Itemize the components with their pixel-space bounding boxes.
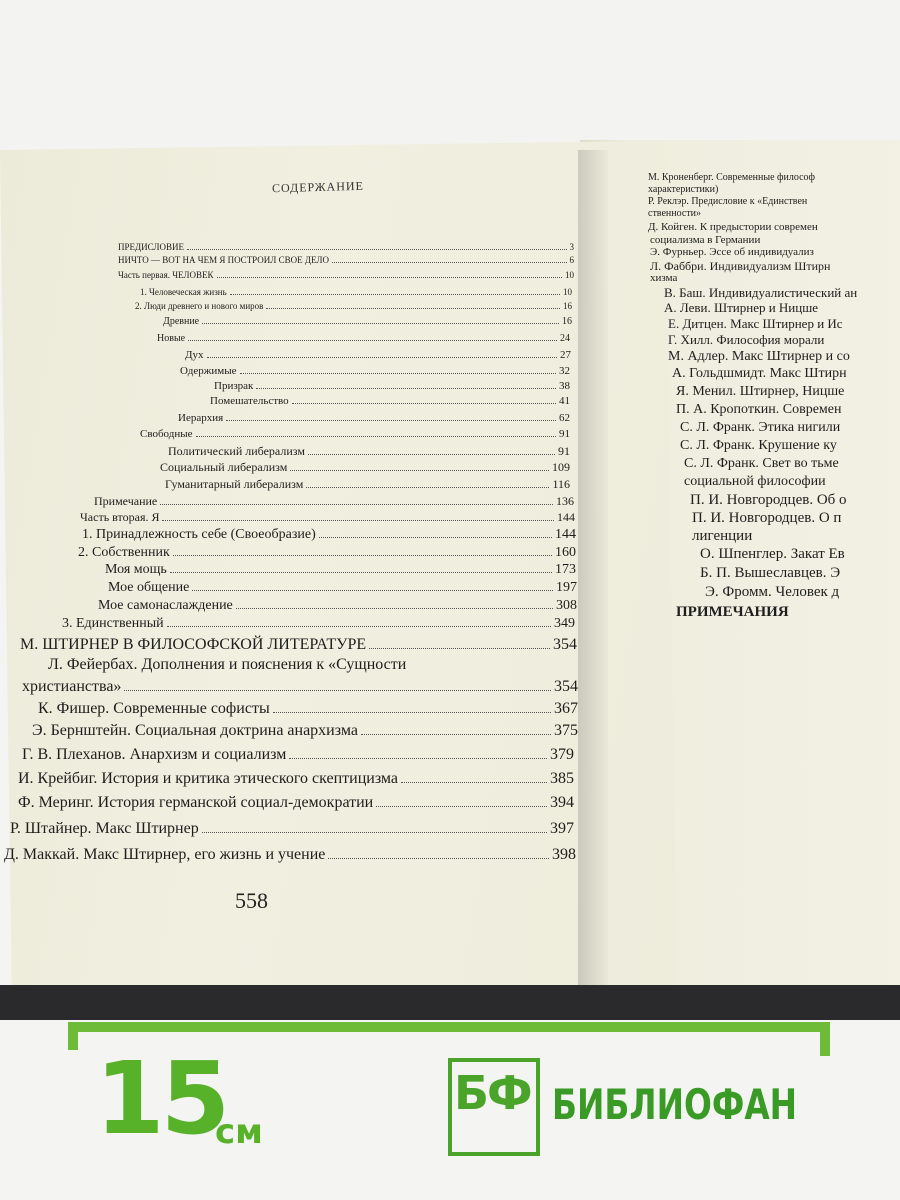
- right-page-line: Л. Фаббри. Индивидуализм Штирн: [650, 259, 831, 273]
- toc-leader-dots: [196, 436, 557, 437]
- toc-entry: [38, 700, 578, 718]
- toc-entry-page: 62: [559, 412, 570, 424]
- toc-entry: [118, 242, 574, 254]
- toc-entry-page: 197: [556, 580, 577, 595]
- toc-entry-title: 2. Собственник: [78, 545, 170, 560]
- toc-entry-title: Мое самонаслаждение: [98, 598, 233, 613]
- toc-entry: [20, 636, 577, 654]
- toc-entry-page: 6: [569, 255, 574, 265]
- toc-entry-title: Одержимые: [180, 365, 237, 377]
- page-number: 558: [235, 888, 268, 913]
- toc-entry-page: 41: [559, 395, 570, 407]
- toc-entry-page: 32: [559, 365, 570, 377]
- toc-entry: [140, 428, 570, 441]
- toc-leader-dots: [376, 806, 547, 807]
- right-page-line: Д. Койген. К предыстории современ: [648, 221, 818, 233]
- right-page-line: социальной философии: [684, 474, 826, 489]
- toc-entry: [180, 365, 570, 378]
- right-page-line: А. Гольдшмидт. Макс Штирн: [672, 366, 847, 381]
- toc-entry-page: 308: [556, 598, 577, 613]
- right-page-line: П. А. Кропоткин. Современ: [676, 402, 842, 417]
- toc-entry-page: 379: [550, 746, 574, 763]
- toc-entry-page: 27: [560, 349, 571, 361]
- toc-entry: [140, 287, 572, 299]
- toc-leader-dots: [207, 357, 557, 358]
- toc-entry: [18, 770, 574, 788]
- toc-heading: СОДЕРЖАНИЕ: [271, 178, 365, 196]
- toc-entry-title: Р. Штайнер. Макс Штирнер: [10, 820, 199, 837]
- toc-entry-page: 394: [550, 794, 574, 811]
- logo-mark: БФ: [454, 1066, 531, 1120]
- toc-entry: [108, 580, 577, 596]
- toc-entry-page: 144: [555, 527, 576, 542]
- toc-entry-title: Древние: [163, 316, 200, 327]
- toc-leader-dots: [188, 340, 557, 341]
- toc-leader-dots: [256, 388, 556, 389]
- ruler-line: [68, 1022, 830, 1032]
- toc-entry-title: Д. Маккай. Макс Штирнер, его жизнь и учение: [4, 846, 326, 863]
- toc-leader-dots: [230, 294, 560, 295]
- toc-entry: [22, 678, 578, 696]
- toc-entry-title: Примечание: [94, 494, 158, 508]
- toc-entry-page: 24: [560, 333, 570, 344]
- toc-entry-page: 144: [557, 510, 575, 524]
- toc-entry-title: Политический либерализм: [168, 444, 305, 458]
- right-page-line: хизма: [650, 272, 678, 284]
- toc-leader-dots: [192, 590, 553, 591]
- toc-entry-page: 116: [552, 477, 570, 491]
- toc-entry-title: 1. Человеческая жизнь: [140, 287, 227, 297]
- toc-leader-dots: [290, 470, 549, 471]
- toc-entry-title: Новые: [157, 333, 186, 344]
- toc-entry-title: Мое общение: [108, 580, 190, 595]
- book-gutter: [578, 150, 608, 1010]
- toc-entry: [32, 722, 578, 740]
- toc-entry-page: 349: [554, 616, 575, 631]
- right-page-line: П. И. Новгородцев. О п: [692, 510, 842, 526]
- right-page-line: социализма в Германии: [650, 234, 761, 246]
- toc-entry: [165, 477, 570, 492]
- toc-leader-dots: [170, 572, 552, 573]
- toc-entry-title: ПРЕДИСЛОВИЕ: [118, 242, 185, 252]
- toc-entry: [18, 794, 574, 812]
- toc-leader-dots: [187, 249, 566, 250]
- toc-entry-page: 367: [554, 700, 578, 717]
- toc-entry-title: Э. Бернштейн. Социальная доктрина анархизма: [32, 722, 358, 739]
- toc-entry: [48, 656, 406, 674]
- ruler-unit: см: [215, 1112, 263, 1152]
- toc-entry-page: 375: [554, 722, 578, 739]
- toc-entry: [163, 316, 572, 328]
- right-page-line: ПРИМЕЧАНИЯ: [676, 604, 789, 620]
- right-page-line: А. Леви. Штирнер и Ницше: [664, 300, 819, 315]
- right-page-line: Р. Реклэр. Предисловие к «Единствен: [648, 196, 808, 207]
- toc-entry-page: 398: [552, 846, 576, 863]
- book-cover-edge: [0, 985, 900, 1020]
- toc-entry-title: Призрак: [214, 380, 254, 392]
- toc-entry-title: НИЧТО — ВОТ НА ЧЕМ Я ПОСТРОИЛ СВОЕ ДЕЛО: [118, 255, 330, 265]
- toc-leader-dots: [289, 758, 547, 759]
- toc-entry: [210, 395, 570, 408]
- toc-leader-dots: [273, 712, 551, 713]
- toc-leader-dots: [306, 487, 549, 488]
- toc-entry-page: 16: [563, 301, 572, 311]
- toc-entry-page: 3: [569, 242, 574, 252]
- toc-entry-title: Иерархия: [178, 412, 224, 424]
- toc-entry-page: 173: [555, 562, 576, 577]
- toc-entry-page: 38: [559, 380, 570, 392]
- toc-entry: [62, 616, 575, 632]
- toc-entry: [105, 562, 576, 578]
- toc-entry: [82, 527, 576, 543]
- toc-entry-page: 10: [565, 270, 574, 280]
- right-page-line: характеристики): [648, 184, 719, 195]
- toc-leader-dots: [308, 454, 555, 455]
- toc-leader-dots: [266, 308, 560, 309]
- toc-leader-dots: [202, 832, 547, 833]
- logo-name: БИБЛИОФАН: [552, 1080, 798, 1129]
- toc-leader-dots: [236, 608, 553, 609]
- toc-leader-dots: [202, 323, 559, 324]
- toc-entry-title: Помешательство: [210, 395, 289, 407]
- toc-entry-page: 136: [556, 494, 574, 508]
- right-page-line: лигенции: [692, 528, 753, 544]
- toc-entry: [160, 460, 570, 475]
- toc-entry-title: Гуманитарный либерализм: [165, 477, 304, 491]
- toc-entry-page: 91: [558, 444, 570, 458]
- toc-leader-dots: [319, 537, 552, 538]
- toc-entry: [118, 255, 574, 267]
- toc-entry-page: 354: [554, 678, 578, 695]
- toc-leader-dots: [160, 504, 553, 505]
- toc-entry: [157, 333, 570, 345]
- toc-entry-page: 109: [552, 460, 570, 474]
- toc-entry-page: 16: [562, 316, 572, 327]
- toc-entry-page: 385: [550, 770, 574, 787]
- toc-leader-dots: [226, 420, 556, 421]
- right-page-line: С. Л. Франк. Свет во тьме: [684, 456, 839, 471]
- toc-leader-dots: [167, 626, 551, 627]
- toc-entry-title: 1. Принадлежность себе (Своеобразие): [82, 527, 316, 542]
- toc-entry: [80, 510, 575, 525]
- toc-entry-title: Дух: [185, 349, 204, 361]
- toc-entry-page: 160: [555, 545, 576, 560]
- right-page-line: М. Адлер. Макс Штирнер и со: [668, 349, 850, 364]
- toc-leader-dots: [332, 262, 566, 263]
- toc-entry: [10, 820, 574, 838]
- toc-entry: [135, 301, 572, 313]
- toc-entry-title: Ф. Меринг. История германской социал-демократии: [18, 794, 374, 811]
- right-page-line: Е. Дитцен. Макс Штирнер и Ис: [668, 316, 843, 331]
- ruler-length: 15: [95, 1040, 227, 1157]
- right-page-line: Э. Фромм. Человек д: [705, 584, 840, 600]
- toc-leader-dots: [328, 858, 549, 859]
- toc-entry: [214, 380, 570, 393]
- right-page-line: Б. П. Вышеславцев. Э: [700, 565, 841, 581]
- toc-entry-title: Л. Фейербах. Дополнения и пояснения к «Сущности: [48, 656, 407, 673]
- toc-entry-title: Свободные: [140, 428, 193, 440]
- right-page-line: Э. Фурньер. Эссе об индивидуализ: [650, 246, 814, 258]
- toc-leader-dots: [401, 782, 547, 783]
- toc-entry: [118, 270, 574, 282]
- ruler-tick-right: [820, 1022, 830, 1056]
- toc-entry-title: К. Фишер. Современные софисты: [38, 700, 270, 717]
- toc-entry: [94, 494, 574, 509]
- toc-entry-page: 10: [563, 287, 572, 297]
- toc-entry-title: Моя мощь: [105, 562, 167, 577]
- toc-entry-title: 2. Люди древнего и нового миров: [135, 301, 264, 311]
- toc-leader-dots: [124, 690, 551, 691]
- toc-entry-title: христианства»: [22, 678, 122, 695]
- toc-leader-dots: [369, 648, 550, 649]
- toc-entry: [98, 598, 577, 614]
- right-page-line: С. Л. Франк. Крушение ку: [680, 438, 837, 453]
- toc-entry-title: Часть вторая. Я: [80, 510, 160, 524]
- right-page-line: С. Л. Франк. Этика нигили: [680, 420, 841, 435]
- toc-leader-dots: [240, 373, 557, 374]
- toc-entry-page: 397: [550, 820, 574, 837]
- toc-entry: [168, 444, 570, 459]
- toc-leader-dots: [361, 734, 551, 735]
- right-page-line: П. И. Новгородцев. Об о: [690, 492, 847, 508]
- right-page-line: Г. Хилл. Философия морали: [668, 332, 825, 347]
- right-page-line: М. Кроненберг. Современные философ: [648, 172, 816, 183]
- toc-entry-title: Часть первая. ЧЕЛОВЕК: [118, 270, 214, 280]
- right-page-line: В. Баш. Индивидуалистический ан: [664, 285, 858, 300]
- toc-entry-page: 91: [559, 428, 570, 440]
- toc-entry-title: И. Крейбиг. История и критика этического скептицизма: [18, 770, 399, 787]
- ruler-tick-left: [68, 1022, 78, 1050]
- toc-entry: [22, 746, 574, 764]
- right-page-line: Я. Менил. Штирнер, Ницше: [676, 384, 845, 399]
- toc-leader-dots: [162, 520, 554, 521]
- toc-entry-title: Социальный либерализм: [160, 460, 288, 474]
- toc-leader-dots: [217, 277, 562, 278]
- toc-entry: [178, 412, 570, 425]
- right-page-line: О. Шпенглер. Закат Ев: [700, 546, 845, 562]
- right-page-line: ственности»: [648, 208, 702, 219]
- toc-entry-title: 3. Единственный: [62, 616, 164, 631]
- toc-entry: [78, 545, 576, 561]
- toc-entry-title: Г. В. Плеханов. Анархизм и социализм: [22, 746, 287, 763]
- toc-entry-title: М. ШТИРНЕР В ФИЛОСОФСКОЙ ЛИТЕРАТУРЕ: [20, 636, 367, 653]
- toc-leader-dots: [292, 403, 556, 404]
- toc-entry: [4, 846, 576, 864]
- toc-entry: [185, 349, 571, 362]
- toc-entry-page: 354: [553, 636, 577, 653]
- toc-leader-dots: [173, 555, 552, 556]
